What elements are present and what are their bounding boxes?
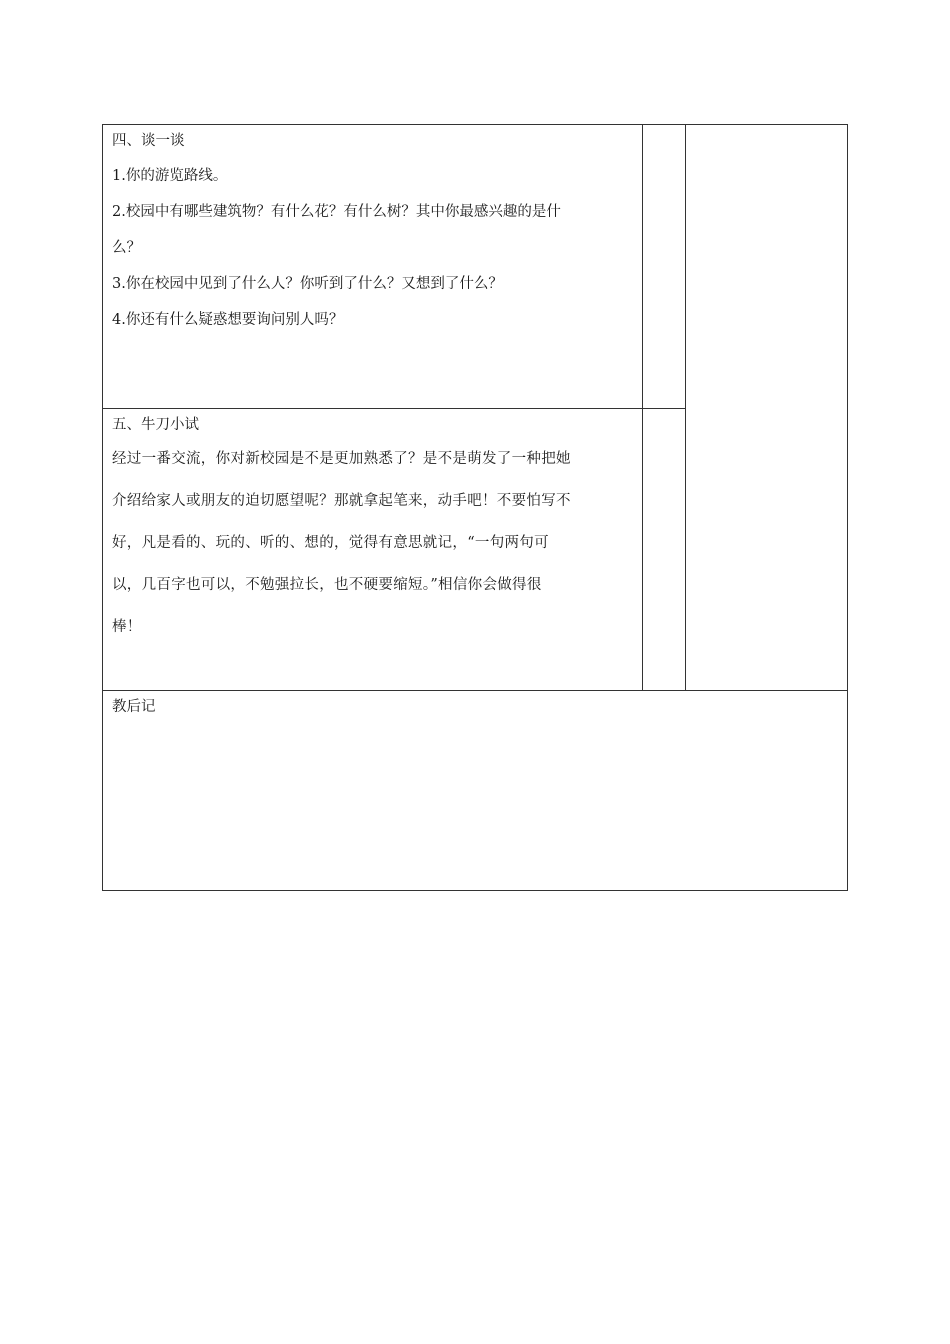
section-5-cell	[103, 409, 643, 691]
table-row	[103, 125, 848, 409]
empty-narrow-cell	[642, 125, 685, 409]
section-5-line-5: 棒！	[112, 619, 142, 635]
empty-narrow-cell	[642, 409, 685, 691]
empty-side-cell	[685, 125, 847, 691]
section-4-cell	[103, 125, 643, 409]
notes-heading: 教后记	[112, 699, 156, 715]
section-4-item-1: 1.你的游览路线。	[112, 168, 228, 184]
section-5-heading: 五、牛刀小试	[112, 417, 199, 433]
section-5-line-3: 好，凡是看的、玩的、听的、想的，觉得有意思就记，“一句两句可	[112, 535, 549, 551]
table-row	[103, 691, 848, 891]
section-4-item-3: 3.你在校园中见到了什么人？你听到了什么？又想到了什么？	[112, 276, 503, 292]
section-5-line-2: 介绍给家人或朋友的迫切愿望呢？那就拿起笔来，动手吧！不要怕写不	[112, 493, 571, 509]
lesson-plan-table	[102, 124, 848, 891]
section-5-line-1: 经过一番交流，你对新校园是不是更加熟悉了？是不是萌发了一种把她	[112, 451, 571, 467]
section-5-line-4: 以，几百字也可以，不勉强拉长，也不硬要缩短。”相信你会做得很	[112, 577, 542, 593]
section-4-item-2-cont: 么？	[112, 240, 141, 256]
notes-cell	[103, 691, 848, 891]
section-4-item-2: 2.校园中有哪些建筑物？有什么花？有什么树？其中你最感兴趣的是什	[112, 204, 561, 220]
section-4-item-4: 4.你还有什么疑惑想要询问别人吗？	[112, 312, 344, 328]
section-4-heading: 四、谈一谈	[112, 133, 185, 149]
